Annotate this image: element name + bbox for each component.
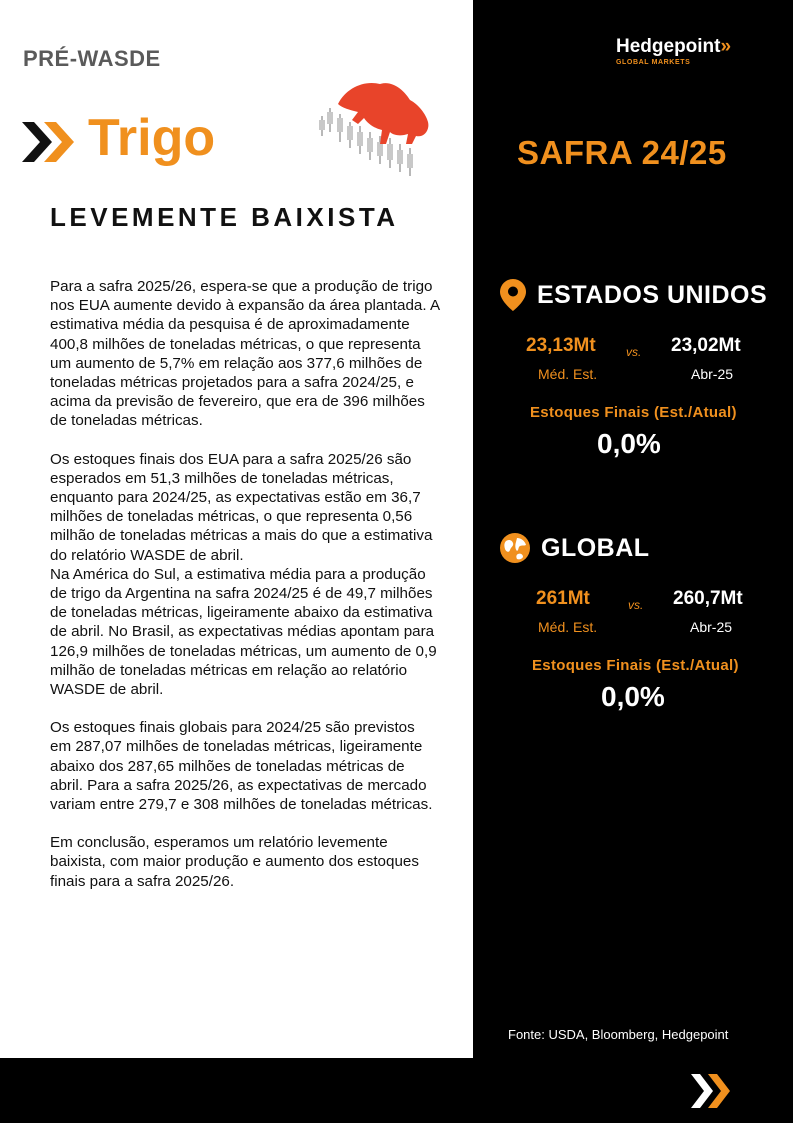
us-stocks-label: Estoques Finais (Est./Atual) <box>530 404 737 421</box>
double-chevron-icon <box>22 118 80 166</box>
paragraph-global-stocks: Os estoques finais globais para 2024/25 são previstos em 287,07 milhões de toneladas métricas, ligeiramente abaixo dos 287,65 milhões de toneladas métricas de abril. Para a safra 2025/26, as expectativas de mercado variam entre 279,7 e 308 milhões de toneladas métricas. <box>50 719 433 814</box>
region-title-us: ESTADOS UNIDOS <box>537 281 768 309</box>
global-vs: vs. <box>628 598 644 612</box>
crop-season: SAFRA 24/25 <box>517 134 727 171</box>
us-vs: vs. <box>626 345 642 359</box>
paragraph-us-production: Para a safra 2025/26, espera-se que a produção de trigo nos EUA aumente devido à expansão da área plantada. A estimativa média da pesquisa é de aproximadamente 400,8 milhões de toneladas métricas, o que representa um aumento de 5,7% em relação aos 377,6 milhões de toneladas métricas projetados para a safra 2024/25, e acima da previsão de fevereiro, que era de 396 milhões de toneladas métricas. <box>50 278 440 430</box>
source-note: Fonte: USDA, Bloomberg, Hedgepoint <box>508 1027 729 1042</box>
global-estimate: 261Mt <box>536 588 590 609</box>
report-body <box>50 277 440 910</box>
footer-chevron-icon <box>691 1071 739 1111</box>
paragraph-conclusion: Em conclusão, esperamos um relatório levemente baixista, com maior produção e aumento dos estoques finais para a safra 2025/26. <box>50 834 419 890</box>
report-sentiment: LEVEMENTE BAIXISTA <box>50 202 399 232</box>
brand-logo <box>616 36 731 66</box>
bear-market-icon <box>318 78 432 178</box>
us-previous: 23,02Mt <box>671 335 741 356</box>
global-previous-label: Abr-25 <box>690 619 733 635</box>
global-stocks-value: 0,0% <box>601 681 665 712</box>
location-pin-icon <box>499 278 527 312</box>
us-estimate: 23,13Mt <box>526 335 596 356</box>
brand-name: Hedgepoint» <box>616 36 732 57</box>
global-previous: 260,7Mt <box>673 588 743 609</box>
globe-icon <box>499 532 531 564</box>
footer-bar <box>0 1058 793 1123</box>
report-tag: PRÉ-WASDE <box>23 46 161 71</box>
us-estimate-label: Méd. Est. <box>538 366 598 382</box>
global-stocks-label: Estoques Finais (Est./Atual) <box>532 657 739 674</box>
page-title: Trigo <box>88 109 216 167</box>
global-estimate-label: Méd. Est. <box>538 619 598 635</box>
region-title-global: GLOBAL <box>541 534 650 562</box>
brand-tagline: GLOBAL MARKETS <box>616 59 691 66</box>
paragraph-south-america: Na América do Sul, a estimativa média para a produção de trigo da Argentina na safra 2024/25 é de 49,7 milhões de toneladas métricas, ligeiramente abaixo da estimativa de abril. No Brasil, as expectativas médias apontam para 126,9 milhões de toneladas métricas, um aumento de 0,9 milhão de toneladas métricas em relação ao relatório WASDE de abril. <box>50 565 437 699</box>
paragraph-us-stocks: Os estoques finais dos EUA para a safra 2025/26 são esperados em 51,3 milhões de toneladas métricas, enquanto para 2024/25, as expectativas estão em 36,7 milhões de toneladas métricas, o que representa 0,56 milhão de toneladas métricas a mais do que a estimativa do relatório WASDE de abril. <box>50 450 433 564</box>
brand-chevron-icon: » <box>720 36 732 57</box>
us-previous-label: Abr-25 <box>691 366 734 382</box>
us-stocks-value: 0,0% <box>597 428 661 459</box>
